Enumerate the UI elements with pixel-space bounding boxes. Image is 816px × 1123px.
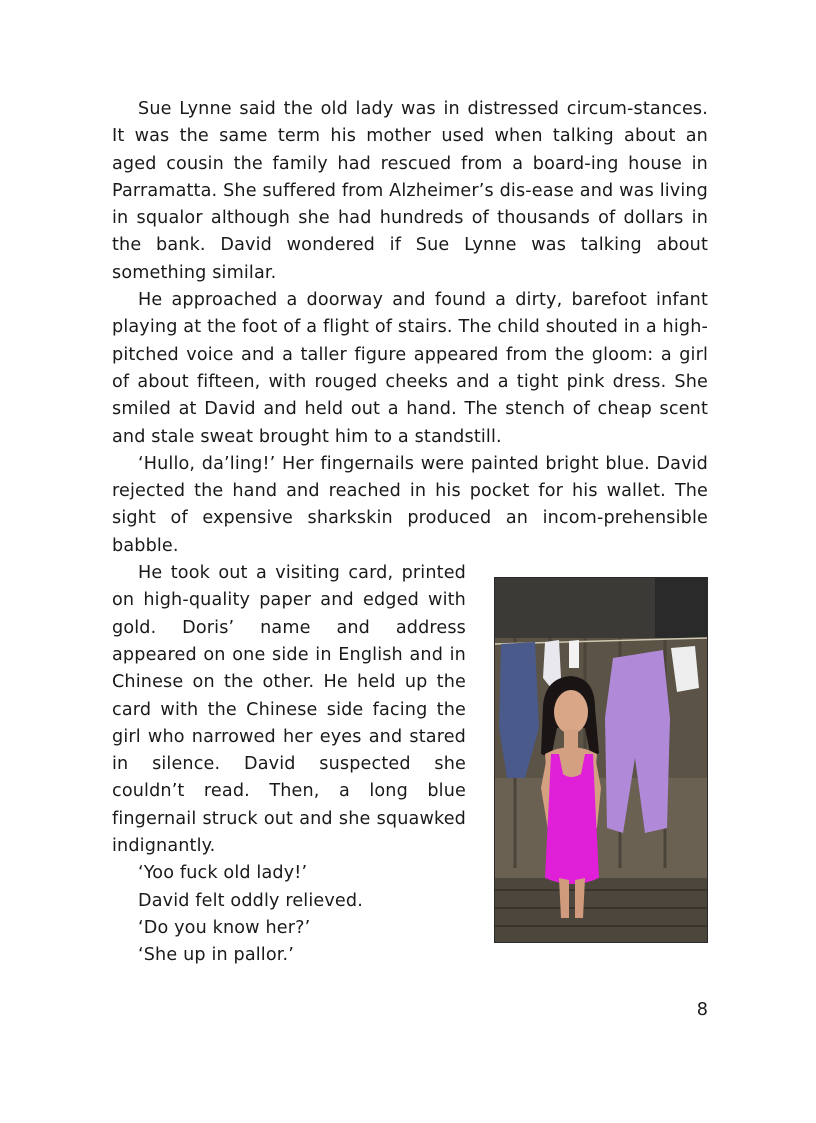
paragraph-1: Sue Lynne said the old lady was in distressed circum-stances. It was the same term his mother used when talking about an aged cousin the family had rescued from a board-ing house in Parramatta. She suffered from Alzheimer’s dis-ease and was living in squalor although she had hundreds of thousands of dollars in the bank. David wondered if Sue Lynne was talking about something similar. [112,99,708,283]
paragraph-6: David felt oddly relieved. [138,890,363,911]
paragraph-2: He approached a doorway and found a dirty, barefoot infant playing at the foot of a flight of stairs. The child shouted in a high-pitched voice and a taller figure appeared from the gloom: a girl of about fifteen, with rouged cheeks and a tight pink dress. She smiled at David and held out a hand. The stench of cheap scent and stale sweat brought him to a standstill. [112,290,708,447]
book-page [112,96,708,970]
paragraph-7: ‘Do you know her?’ [138,917,311,938]
paragraph-3: ‘Hullo, da’ling!’ Her fingernails were painted bright blue. David rejected the hand and reached in his pocket for his wallet. The sight of expensive sharkskin produced an incom-prehensible babble. [112,453,708,556]
page-number: 8 [696,1000,708,1020]
paragraph-8: ‘She up in pallor.’ [138,945,295,966]
photo-illustration-icon [495,578,707,942]
paragraph-4: He took out a visiting card, printed on high-quality paper and edged with gold. Doris’ name and address appeared on one side in English and in Chinese on the other. He held up the card with the Chinese side facing the girl who narrowed her eyes and stared in silence. David suspected she couldn’t read. Then, a long blue fingernail struck out and she squawked indignantly. [112,563,466,857]
photo-figure [494,577,708,943]
paragraph-5: ‘Yoo fuck old lady!’ [138,863,308,884]
